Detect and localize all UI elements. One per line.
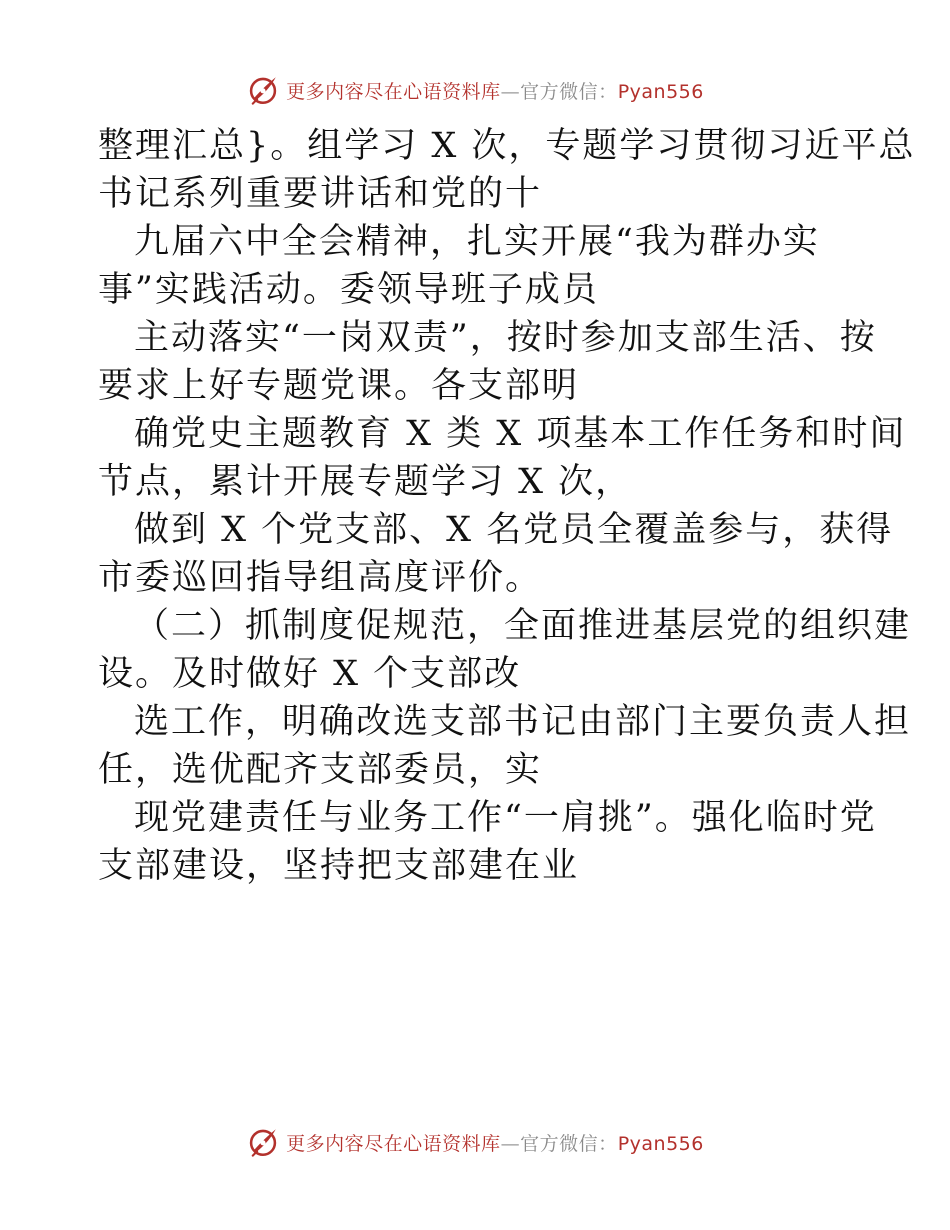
text-line: 九届六中全会精神，扎实开展“我为群办实 xyxy=(134,222,820,262)
document-body xyxy=(98,122,916,890)
text-line: 支部建设，坚持把支部建在业 xyxy=(98,846,580,886)
quill-logo-icon xyxy=(246,73,280,107)
text-line: 节点，累计开展专题学习 X 次， xyxy=(98,462,633,502)
watermark-dash: — xyxy=(500,80,521,103)
text-line: 做到 X 个党支部、X 名党员全覆盖参与，获得 xyxy=(134,510,894,550)
watermark-title: 更多内容尽在心语资料库 xyxy=(286,1132,501,1155)
text-line: 整理汇总}。组学习 X 次，专题学习贯彻习近平总 xyxy=(98,126,916,166)
watermark-title: 更多内容尽在心语资料库 xyxy=(286,80,501,103)
text-line: 现党建责任与业务工作“一肩挑”。强化临时党 xyxy=(134,798,877,838)
text-line: 事”实践活动。委领导班子成员 xyxy=(98,270,599,310)
text-line: 市委巡回指导组高度评价。 xyxy=(98,558,543,598)
watermark-account: Pyan556 xyxy=(617,1132,704,1155)
text-line: 选工作，明确改选支部书记由部门主要负责人担 xyxy=(134,702,912,742)
watermark-brand xyxy=(246,1125,704,1159)
page-footer-watermark xyxy=(0,1120,950,1164)
text-line: 主动落实“一岗双责”，按时参加支部生活、按 xyxy=(134,318,877,358)
watermark-account: Pyan556 xyxy=(617,80,704,103)
text-line: 要求上好专题党课。各支部明 xyxy=(98,366,580,406)
text-line: 确党史主题教育 X 类 X 项基本工作任务和时间 xyxy=(134,414,907,454)
watermark-dash: — xyxy=(500,1132,521,1155)
watermark-wechat-label: 官方微信： xyxy=(520,80,618,103)
text-line: 书记系列重要讲话和党的十 xyxy=(98,174,543,214)
watermark-brand xyxy=(246,73,704,107)
text-line: （二）抓制度促规范，全面推进基层党的组织建 xyxy=(134,606,912,646)
page-header-watermark xyxy=(0,68,950,112)
watermark-wechat-label: 官方微信： xyxy=(520,1132,618,1155)
text-line: 任，选优配齐支部委员，实 xyxy=(98,750,543,790)
quill-logo-icon xyxy=(246,1125,280,1159)
text-line: 设。及时做好 X 个支部改 xyxy=(98,654,522,694)
